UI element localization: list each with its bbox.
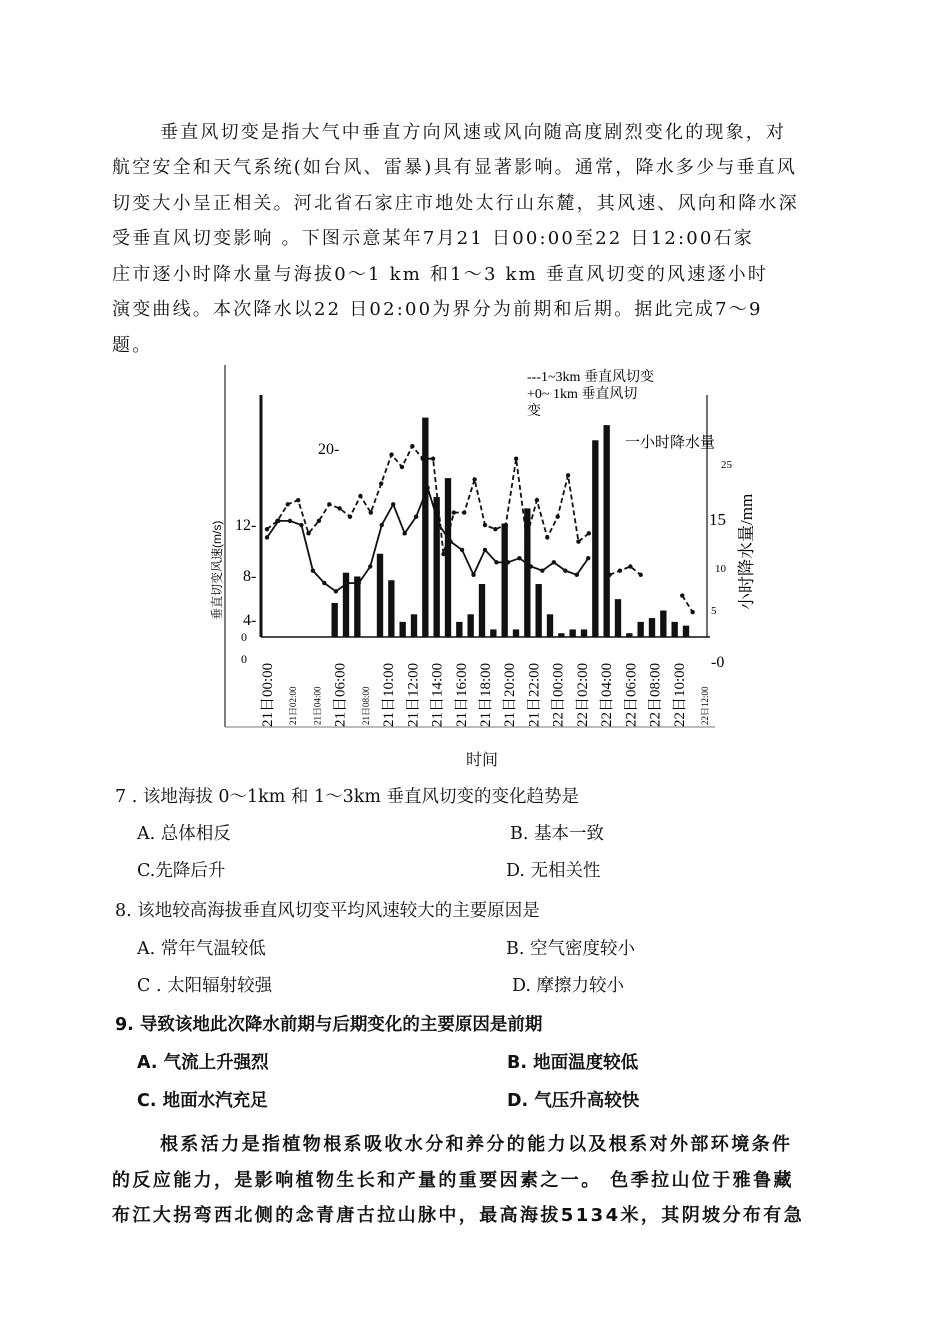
precip-bar bbox=[422, 418, 428, 637]
precip-bar bbox=[637, 622, 643, 637]
line-1-3km-point bbox=[472, 477, 476, 481]
line-0-1km-point bbox=[517, 556, 521, 560]
q7-option-d: D. 无相关性 bbox=[506, 861, 601, 881]
line-1-3km-point bbox=[690, 610, 694, 614]
line-1-3km-point bbox=[628, 564, 632, 568]
line-1-3km-point bbox=[452, 510, 456, 514]
precip-bar bbox=[388, 580, 394, 637]
x-tick-label: 21日08:00 bbox=[360, 686, 371, 725]
q7-option-c: C.先降后升 bbox=[137, 861, 226, 881]
precip-bar bbox=[399, 622, 405, 637]
q9-option-d: D. 气压升高较快 bbox=[507, 1091, 640, 1111]
intro-line-7: 题。 bbox=[112, 335, 153, 356]
legend-line-4: 一小时降水量 bbox=[625, 435, 716, 451]
precip-bar bbox=[581, 629, 587, 637]
q8-option-c: C . 太阳辐射较强 bbox=[137, 976, 273, 996]
line-1-3km-point bbox=[493, 527, 497, 531]
left-tick-12: 12- bbox=[235, 517, 257, 534]
precip-bar bbox=[649, 618, 655, 637]
line-0-1km-point bbox=[334, 589, 338, 593]
line-0-1km-point bbox=[471, 573, 475, 577]
precip-bar bbox=[501, 524, 507, 638]
line-0-1km-point bbox=[563, 568, 567, 572]
x-tick-label: 21日00:00 bbox=[260, 662, 276, 727]
x-tick-labels bbox=[259, 663, 710, 727]
line-0-1km-point bbox=[552, 560, 556, 564]
line-1-3km-point bbox=[504, 523, 508, 527]
line-1-3km-point bbox=[400, 465, 404, 469]
line-1-3km-point bbox=[524, 535, 528, 539]
line-1-3km-point bbox=[639, 573, 643, 577]
x-tick-label: 21日10:00 bbox=[381, 662, 398, 727]
line-0-1km-point bbox=[506, 560, 510, 564]
q9-option-a: A. 气流上升强烈 bbox=[137, 1053, 269, 1073]
line-1-3km-point bbox=[389, 452, 393, 456]
line-1-3km-point bbox=[410, 444, 414, 448]
q7-option-a: A. 总体相反 bbox=[137, 824, 231, 844]
legend-line-1: ---1~3km 垂直风切变 bbox=[527, 370, 654, 385]
line-0-1km-point bbox=[529, 564, 533, 568]
line-0-1km-point bbox=[288, 519, 292, 523]
line-0-1km-point bbox=[437, 523, 441, 527]
precip-bar bbox=[660, 611, 666, 637]
next-line-2: 的反应能力，是影响植物生长和产量的重要因素之一。 色季拉山位于雅鲁藏 bbox=[112, 1170, 794, 1191]
line-1-3km-point bbox=[483, 523, 487, 527]
question-8-stem: 8. 该地较高海拔垂直风切变平均风速较大的主要原因是 bbox=[115, 901, 540, 921]
line-1-3km-point bbox=[348, 515, 352, 519]
q9-option-b: B. 地面温度较低 bbox=[507, 1053, 639, 1073]
line-1-3km-point bbox=[296, 498, 300, 502]
precip-bar bbox=[671, 622, 677, 637]
right-tick-15: 15 bbox=[709, 510, 726, 529]
line-0-1km-point bbox=[265, 535, 269, 539]
precip-bar bbox=[569, 629, 575, 637]
right-tick-5: 5 bbox=[711, 605, 717, 617]
x-tick-label: 21日20:00 bbox=[502, 662, 519, 727]
legend-line-2: +0~ 1km 垂直风切 bbox=[527, 387, 638, 402]
intro-line-1: 垂直风切变是指大气中垂直方向风速或风向随高度剧烈变化的现象，对 bbox=[160, 122, 787, 143]
line-1-3km-point bbox=[462, 510, 466, 514]
precip-bar bbox=[547, 614, 553, 637]
x-tick-label: 21日12:00 bbox=[405, 662, 422, 727]
line-0-1km-point bbox=[380, 523, 384, 527]
left-tick-0b: 0 bbox=[241, 652, 247, 666]
line-0-1km-point bbox=[425, 486, 429, 490]
precip-bar bbox=[615, 599, 621, 637]
left-axis-label: 垂直切变风速(m/s) bbox=[210, 520, 224, 620]
x-tick-label: 21日16:00 bbox=[453, 662, 470, 727]
precip-bar bbox=[456, 622, 462, 637]
line-1-3km-point bbox=[379, 481, 383, 485]
line-1-3km-point bbox=[286, 502, 290, 506]
precip-bar bbox=[479, 584, 485, 637]
line-1-3km-point bbox=[358, 494, 362, 498]
x-tick-label: 22日02:00 bbox=[574, 662, 591, 727]
intro-line-6: 演变曲线。本次降水以22 日02:00为界分为前期和后期。据此完成7～9 bbox=[112, 299, 763, 320]
line-0-1km-point bbox=[586, 556, 590, 560]
intro-line-5: 庄市逐小时降水量与海拔0～1 km 和1～3 km 垂直风切变的风速逐小时 bbox=[112, 264, 769, 285]
left-tick-0a: 0 bbox=[241, 630, 247, 644]
line-0-1km-point bbox=[322, 581, 326, 585]
q9-option-c: C. 地面水汽充足 bbox=[137, 1091, 268, 1111]
precip-bar bbox=[592, 440, 598, 637]
line-1-3km-point bbox=[327, 502, 331, 506]
precip-bar bbox=[558, 633, 564, 637]
line-1-3km-point bbox=[317, 519, 321, 523]
x-axis-caption: 时间 bbox=[466, 750, 499, 769]
line-0-1km-point bbox=[391, 502, 395, 506]
line-1-3km-point bbox=[680, 593, 684, 597]
q8-option-d: D. 摩擦力较小 bbox=[512, 976, 625, 996]
intro-line-2: 航空安全和天气系统(如台风、雷暴)具有显著影响。通常，降水多少与垂直风 bbox=[112, 157, 798, 178]
right-tick-25: 25 bbox=[721, 459, 732, 471]
precip-bar bbox=[354, 576, 360, 637]
left-tick-20: 20- bbox=[318, 441, 340, 458]
legend-line-3: 变 bbox=[527, 404, 541, 419]
x-tick-label: 22日06:00 bbox=[623, 662, 640, 727]
line-0-1km-point bbox=[575, 573, 579, 577]
precip-bar bbox=[490, 629, 496, 637]
x-tick-label: 22日12:00 bbox=[700, 686, 710, 725]
line-0-1km-point bbox=[299, 523, 303, 527]
x-tick-label: 21日22:00 bbox=[526, 662, 543, 727]
line-0-1km-point bbox=[357, 581, 361, 585]
intro-line-3: 切变大小呈正相关。河北省石家庄市地处太行山东麓，其风速、风向和降水深 bbox=[112, 193, 799, 214]
left-tick-4: 4- bbox=[243, 612, 257, 629]
question-7-stem: 7 . 该地海拔 0～1km 和 1～3km 垂直风切变的变化趋势是 bbox=[115, 787, 580, 807]
x-tick-label: 22日04:00 bbox=[599, 662, 616, 727]
precip-bar bbox=[603, 425, 609, 637]
line-1-3km-point bbox=[514, 456, 518, 460]
line-0-1km-point bbox=[540, 568, 544, 572]
line-1-3km-point bbox=[369, 510, 373, 514]
line-1-3km-point bbox=[431, 456, 435, 460]
q8-option-b: B. 空气密度较小 bbox=[506, 939, 635, 959]
line-1-3km-point bbox=[566, 473, 570, 477]
intro-line-4: 受垂直风切变影响 。下图示意某年7月21 日00:00至22 日12:00石家 bbox=[112, 228, 754, 249]
x-tick-label: 21日02:00 bbox=[288, 686, 299, 725]
right-tick-0: -0 bbox=[711, 654, 725, 671]
line-1-3km-point bbox=[607, 573, 611, 577]
precip-bar bbox=[535, 584, 541, 637]
chart-svg bbox=[210, 365, 756, 730]
line-1-3km-point bbox=[337, 506, 341, 510]
line-0-1km-point bbox=[414, 515, 418, 519]
right-tick-10: 10 bbox=[715, 563, 726, 575]
precip-bar bbox=[467, 614, 473, 637]
precip-bar bbox=[331, 603, 337, 637]
line-0-1km-point bbox=[494, 560, 498, 564]
left-tick-8: 8- bbox=[243, 568, 257, 585]
line-1-3km bbox=[682, 596, 692, 613]
next-line-1: 根系活力是指植物根系吸收水分和养分的能力以及根系对外部环境条件 bbox=[160, 1134, 793, 1155]
precip-bar bbox=[683, 626, 689, 637]
precip-bar bbox=[411, 614, 417, 637]
precip-bar bbox=[445, 478, 451, 637]
right-axis-label: 小时降水量/mm bbox=[737, 493, 756, 610]
x-tick-label: 22日08:00 bbox=[647, 662, 664, 727]
x-tick-label: 22日00:00 bbox=[550, 662, 567, 727]
line-1-3km bbox=[610, 566, 641, 574]
line-1-3km-point bbox=[618, 568, 622, 572]
line-0-1km-point bbox=[345, 581, 349, 585]
line-0-1km-point bbox=[276, 519, 280, 523]
precip-bar bbox=[513, 629, 519, 637]
line-1-3km-point bbox=[576, 539, 580, 543]
x-tick-label: 21日14:00 bbox=[429, 662, 446, 727]
line-1-3km-point bbox=[545, 535, 549, 539]
x-tick-label: 21日04:00 bbox=[312, 686, 323, 725]
line-1-3km-point bbox=[587, 531, 591, 535]
question-9-stem: 9. 导致该地此次降水前期与后期变化的主要原因是前期 bbox=[115, 1015, 543, 1035]
wind-shear-precipitation-chart bbox=[210, 365, 756, 730]
next-line-3: 布江大拐弯西北侧的念青唐古拉山脉中，最高海拔5134米，其阴坡分布有急 bbox=[112, 1205, 805, 1226]
line-0-1km-point bbox=[368, 564, 372, 568]
line-1-3km-point bbox=[306, 531, 310, 535]
line-1-3km-point bbox=[555, 515, 559, 519]
precip-bar bbox=[626, 633, 632, 637]
precip-bar bbox=[377, 554, 383, 637]
line-1-3km-point bbox=[441, 552, 445, 556]
line-0-1km-point bbox=[402, 531, 406, 535]
line-1-3km-point bbox=[421, 456, 425, 460]
line-0-1km-point bbox=[448, 539, 452, 543]
line-0-1km-point bbox=[311, 568, 315, 572]
line-1-3km-point bbox=[265, 527, 269, 531]
line-0-1km-point bbox=[460, 548, 464, 552]
q7-option-b: B. 基本一致 bbox=[510, 824, 604, 844]
x-tick-label: 21日06:00 bbox=[332, 662, 349, 727]
x-tick-label: 21日18:00 bbox=[478, 662, 494, 727]
line-0-1km-point bbox=[483, 548, 487, 552]
line-1-3km-point bbox=[535, 498, 539, 502]
q8-option-a: A. 常年气温较低 bbox=[137, 939, 266, 959]
x-tick-label: 22日10:00 bbox=[671, 662, 688, 727]
